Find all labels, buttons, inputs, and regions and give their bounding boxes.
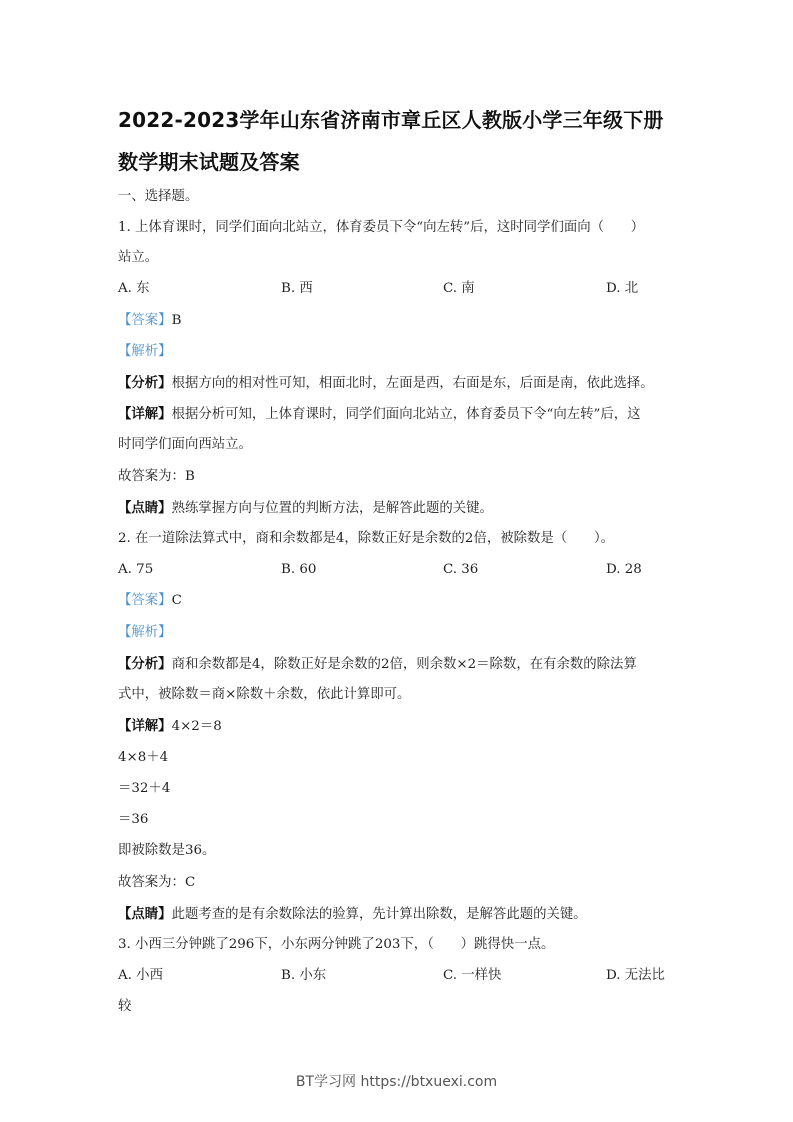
- question-1-fenxi: [118, 375, 654, 392]
- question-2-option-d: D. 28: [606, 562, 642, 577]
- question-2-xiangjie: [118, 718, 222, 735]
- question-2-result: 即被除数是36。: [118, 843, 216, 858]
- question-2-option-b: B. 60: [281, 562, 317, 577]
- answer-value: B: [171, 313, 182, 328]
- question-2-answer: [118, 593, 182, 609]
- question-1-option-c: C. 南: [443, 281, 475, 296]
- answer-value: C: [171, 593, 182, 608]
- dianjing-label: 【点睛】: [118, 906, 172, 922]
- question-2-calc-line3: ＝36: [118, 812, 149, 827]
- question-1-analysis-heading: [118, 344, 172, 360]
- dianjing-label: 【点睛】: [118, 500, 172, 516]
- analysis-label: 【解析】: [118, 625, 172, 640]
- fenxi-text: 根据方向的相对性可知，相面北时，左面是西，右面是东，后面是南，依此选择。: [171, 376, 654, 391]
- fenxi-label: 【分析】: [118, 375, 172, 391]
- answer-label: 【答案】: [118, 313, 172, 328]
- xiangjie-text: 4×2＝8: [171, 719, 222, 734]
- question-2-fenxi-line2: 式中，被除数＝商×除数＋余数，依此计算即可。: [118, 687, 411, 702]
- dianjing-text: 此题考查的是有余数除法的验算，先计算出除数，是解答此题的关键。: [171, 907, 587, 922]
- question-2-option-c: C. 36: [443, 562, 479, 577]
- fenxi-text: 商和余数都是4，除数正好是余数的2倍，则余数×2＝除数，在有余数的除法算: [171, 657, 637, 672]
- section-heading: 一、选择题。: [118, 189, 199, 204]
- question-1-option-a: A. 东: [118, 281, 150, 296]
- question-1-xiangjie-line1: [118, 406, 641, 423]
- question-2-calc-line1: 4×8＋4: [118, 750, 169, 765]
- question-1-stem-line1: 1. 上体育课时，同学们面向北站立，体育委员下令“向左转”后，这时同学们面向（ ）: [118, 220, 645, 235]
- fenxi-label: 【分析】: [118, 656, 172, 672]
- question-3-option-d: D. 无法比: [606, 968, 665, 983]
- xiangjie-label: 【详解】: [118, 718, 172, 734]
- question-2-calc-line2: ＝32＋4: [118, 781, 171, 796]
- analysis-label: 【解析】: [118, 344, 172, 359]
- watermark-footer: BT学习网 https://btxuexi.com: [295, 1074, 498, 1090]
- document-title-line1: 2022-2023学年山东省济南市章丘区人教版小学三年级下册: [118, 108, 664, 132]
- question-3-option-d-wrap: 较: [118, 999, 132, 1014]
- question-3-stem: 3. 小西三分钟跳了296下，小东两分钟跳了203下，（ ）跳得快一点。: [118, 937, 555, 952]
- question-1-conclusion: 故答案为：B: [118, 469, 195, 484]
- question-1-stem-line2: 站立。: [118, 250, 159, 265]
- question-2-option-a: A. 75: [118, 562, 154, 577]
- question-2-dianjing: [118, 906, 587, 923]
- xiangjie-label: 【详解】: [118, 406, 172, 422]
- question-3-option-a: A. 小西: [118, 968, 163, 983]
- question-3-option-b: B. 小东: [281, 968, 327, 983]
- dianjing-text: 熟练掌握方向与位置的判断方法，是解答此题的关键。: [171, 501, 493, 516]
- answer-label: 【答案】: [118, 593, 172, 608]
- question-2-conclusion: 故答案为：C: [118, 875, 196, 890]
- question-1-option-d: D. 北: [606, 281, 639, 296]
- question-3-option-c: C. 一样快: [443, 968, 502, 983]
- document-title-line2: 数学期末试题及答案: [118, 150, 300, 174]
- question-1-option-b: B. 西: [281, 281, 313, 296]
- question-2-stem: 2. 在一道除法算式中，商和余数都是4，除数正好是余数的2倍，被除数是（ ）。: [118, 531, 615, 546]
- question-2-analysis-heading: [118, 625, 172, 641]
- question-2-fenxi-line1: [118, 656, 637, 673]
- question-1-dianjing: [118, 500, 493, 517]
- question-1-answer: [118, 313, 181, 329]
- question-1-xiangjie-line2: 时同学们面向西站立。: [118, 437, 252, 452]
- xiangjie-text: 根据分析可知，上体育课时，同学们面向北站立，体育委员下令“向左转”后，这: [171, 407, 641, 422]
